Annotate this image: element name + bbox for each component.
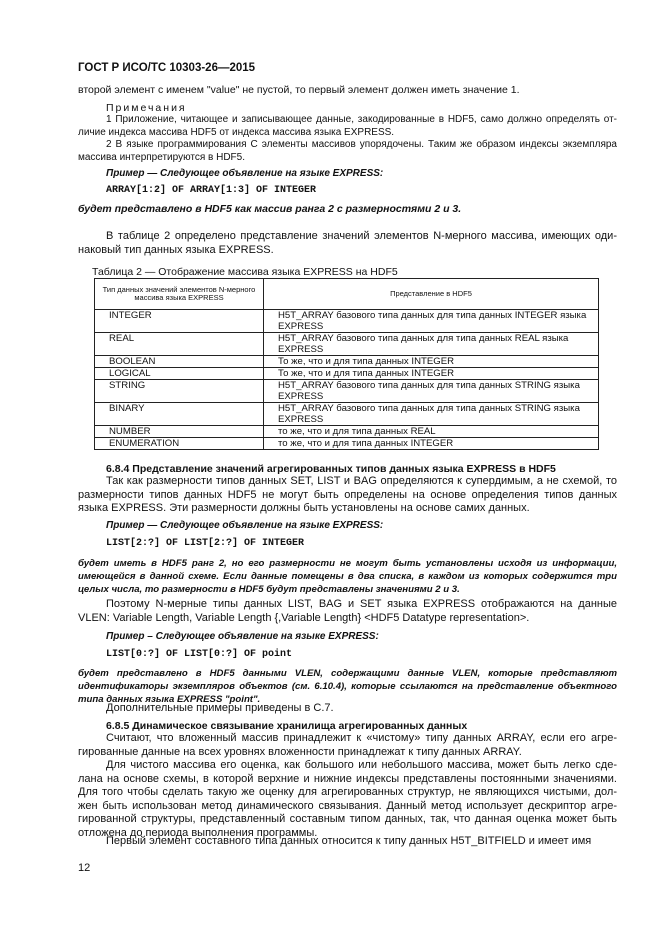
table-cell-repr: То же, что и для типа данных INTEGER: [264, 356, 599, 368]
table-row: [95, 438, 599, 450]
note-2: 2 В языке программирования С элементы массивов упорядочены. Таким же образом индексы экземпляра массива интерпретируются в HDF5.: [78, 139, 617, 163]
table-row: [95, 426, 599, 438]
table-cell-repr: H5T_ARRAY базового типа данных для типа данных STRING языка EXPRESS: [264, 380, 599, 403]
table-cell-repr: то же, что и для типа данных REAL: [264, 426, 599, 438]
example-2-result: будет иметь в HDF5 ранг 2, но его размерности не могут быть установлены исходя из информации, имеющейся в данной схеме. Если данные помещены в два списка, в каждом из которых содержится три целых числа, то размерности в HDF5 будут представлены значениями 2 и 3.: [78, 558, 617, 595]
example-3-code: LIST[0:?] OF LIST[0:?] OF point: [106, 649, 293, 660]
example-2-code: LIST[2:?] OF LIST[2:?] OF INTEGER: [106, 538, 305, 549]
table-cell-type: LOGICAL: [95, 368, 264, 380]
section-6-8-5-para3: Первый элемент составного типа данных относится к типу данных H5T_BITFIELD и имеет имя: [106, 835, 592, 847]
standard-header: ГОСТ Р ИСО/ТС 10303-26—2015: [78, 62, 256, 74]
table-cell-type: BOOLEAN: [95, 356, 264, 368]
section-6-8-4-title: 6.8.4 Представление значений агрегированных типов данных языка EXPRESS в HDF5: [106, 463, 556, 475]
table-cell-repr: H5T_ARRAY базового типа данных для типа данных STRING языка EXPRESS: [264, 403, 599, 426]
table-cell-repr: То же, что и для типа данных INTEGER: [264, 368, 599, 380]
table-cell-type: BINARY: [95, 403, 264, 426]
example-3-label: Пример – Следующее объявление на языке EXPRESS:: [106, 631, 379, 642]
section-6-8-4-para: Так как размерности типов данных SET, LIST и BAG определяются к супердимым, а не схемой, то размерности типов данных HDF5 не могут быть определены на основе определения типов данных языка EXPRESS. Эти размерности должны быть установлены на основе самих данных.: [78, 475, 617, 514]
table-row: [95, 403, 599, 426]
example-1-label: Пример — Следующее объявление на языке EXPRESS:: [106, 168, 384, 179]
table-header-repr: Представление в HDF5: [264, 279, 599, 310]
table-cell-type: REAL: [95, 333, 264, 356]
notes-title: Примечания: [106, 102, 187, 114]
example-1-code: ARRAY[1:2] OF ARRAY[1:3] OF INTEGER: [106, 185, 317, 196]
section-6-8-5-para2: Для чистого массива его оценка, как большого или небольшого массива, может быть легко сделана на основе схемы, в которой верхние и нижние индексы представлены постоянными значениями. Для того чтобы сделать такую же оценку для агрегированных структур, не являющихся чистыми, должен быть использован метод динамического связывания. Данный метод использует дескриптор агрегированной структуры, представленный составным типом данных, так, что данная оценка может быть отложена до периода выполнения программы.: [78, 759, 617, 839]
table-header-type: Тип данных значений элементов N-мерного массива языка EXPRESS: [95, 279, 264, 310]
table-header-row: [95, 279, 599, 310]
table-caption: Таблица 2 — Отображение массива языка EXPRESS на HDF5: [92, 266, 398, 278]
note-1: 1 Приложение, читающее и записывающее данные, закодированные в HDF5, само должно определять отличие индекса массива HDF5 от индекса массива языка EXPRESS.: [78, 114, 617, 138]
table-row: [95, 380, 599, 403]
page-number: 12: [78, 862, 91, 874]
section-6-8-5-title: 6.8.5 Динамическое связывание хранилища агрегированных данных: [106, 720, 468, 732]
more-examples: Дополнительные примеры приведены в С.7.: [106, 702, 334, 714]
table-row: [95, 356, 599, 368]
section-6-8-4-para2: Поэтому N-мерные типы данных LIST, BAG и SET языка EXPRESS отображаются на данные VLEN: Variable Length, Variable Length {,Variable Length} <HDF5 Datatype representation>.: [78, 598, 617, 624]
section-6-8-5-para1: Считают, что вложенный массив принадлежит к «чистому» типу данных ARRAY, если его агрегированные данные на всех уровнях вложенности принадлежат к типу данных ARRAY.: [78, 732, 617, 758]
table-row: [95, 310, 599, 333]
table-row: [95, 368, 599, 380]
example-3-result: будет представлено в HDF5 данными VLEN, содержащими данные VLEN, которые представляют идентификаторы экземпляров объектов (см. 6.10.4), которые ссылаются на представление объектного типа данных языка EXPRESS "point".: [78, 668, 617, 705]
table-cell-type: STRING: [95, 380, 264, 403]
example-1-result: будет представлено в HDF5 как массив ранга 2 с размерностями 2 и 3.: [78, 203, 462, 215]
table-intro: В таблице 2 определено представление значений элементов N-мерного массива, имеющих одинаковый тип данных языка EXPRESS.: [78, 230, 617, 256]
table-cell-repr: H5T_ARRAY базового типа данных для типа данных REAL языка EXPRESS: [264, 333, 599, 356]
example-2-label: Пример — Следующее объявление на языке EXPRESS:: [106, 520, 384, 531]
table-2: [94, 278, 599, 450]
table-cell-repr: H5T_ARRAY базового типа данных для типа данных INTEGER языка EXPRESS: [264, 310, 599, 333]
table-row: [95, 333, 599, 356]
table-cell-type: INTEGER: [95, 310, 264, 333]
table-cell-repr: то же, что и для типа данных INTEGER: [264, 438, 599, 450]
intro-line: второй элемент с именем "value" не пустой, то первый элемент должен иметь значение 1.: [78, 84, 520, 96]
table-cell-type: NUMBER: [95, 426, 264, 438]
table-cell-type: ENUMERATION: [95, 438, 264, 450]
